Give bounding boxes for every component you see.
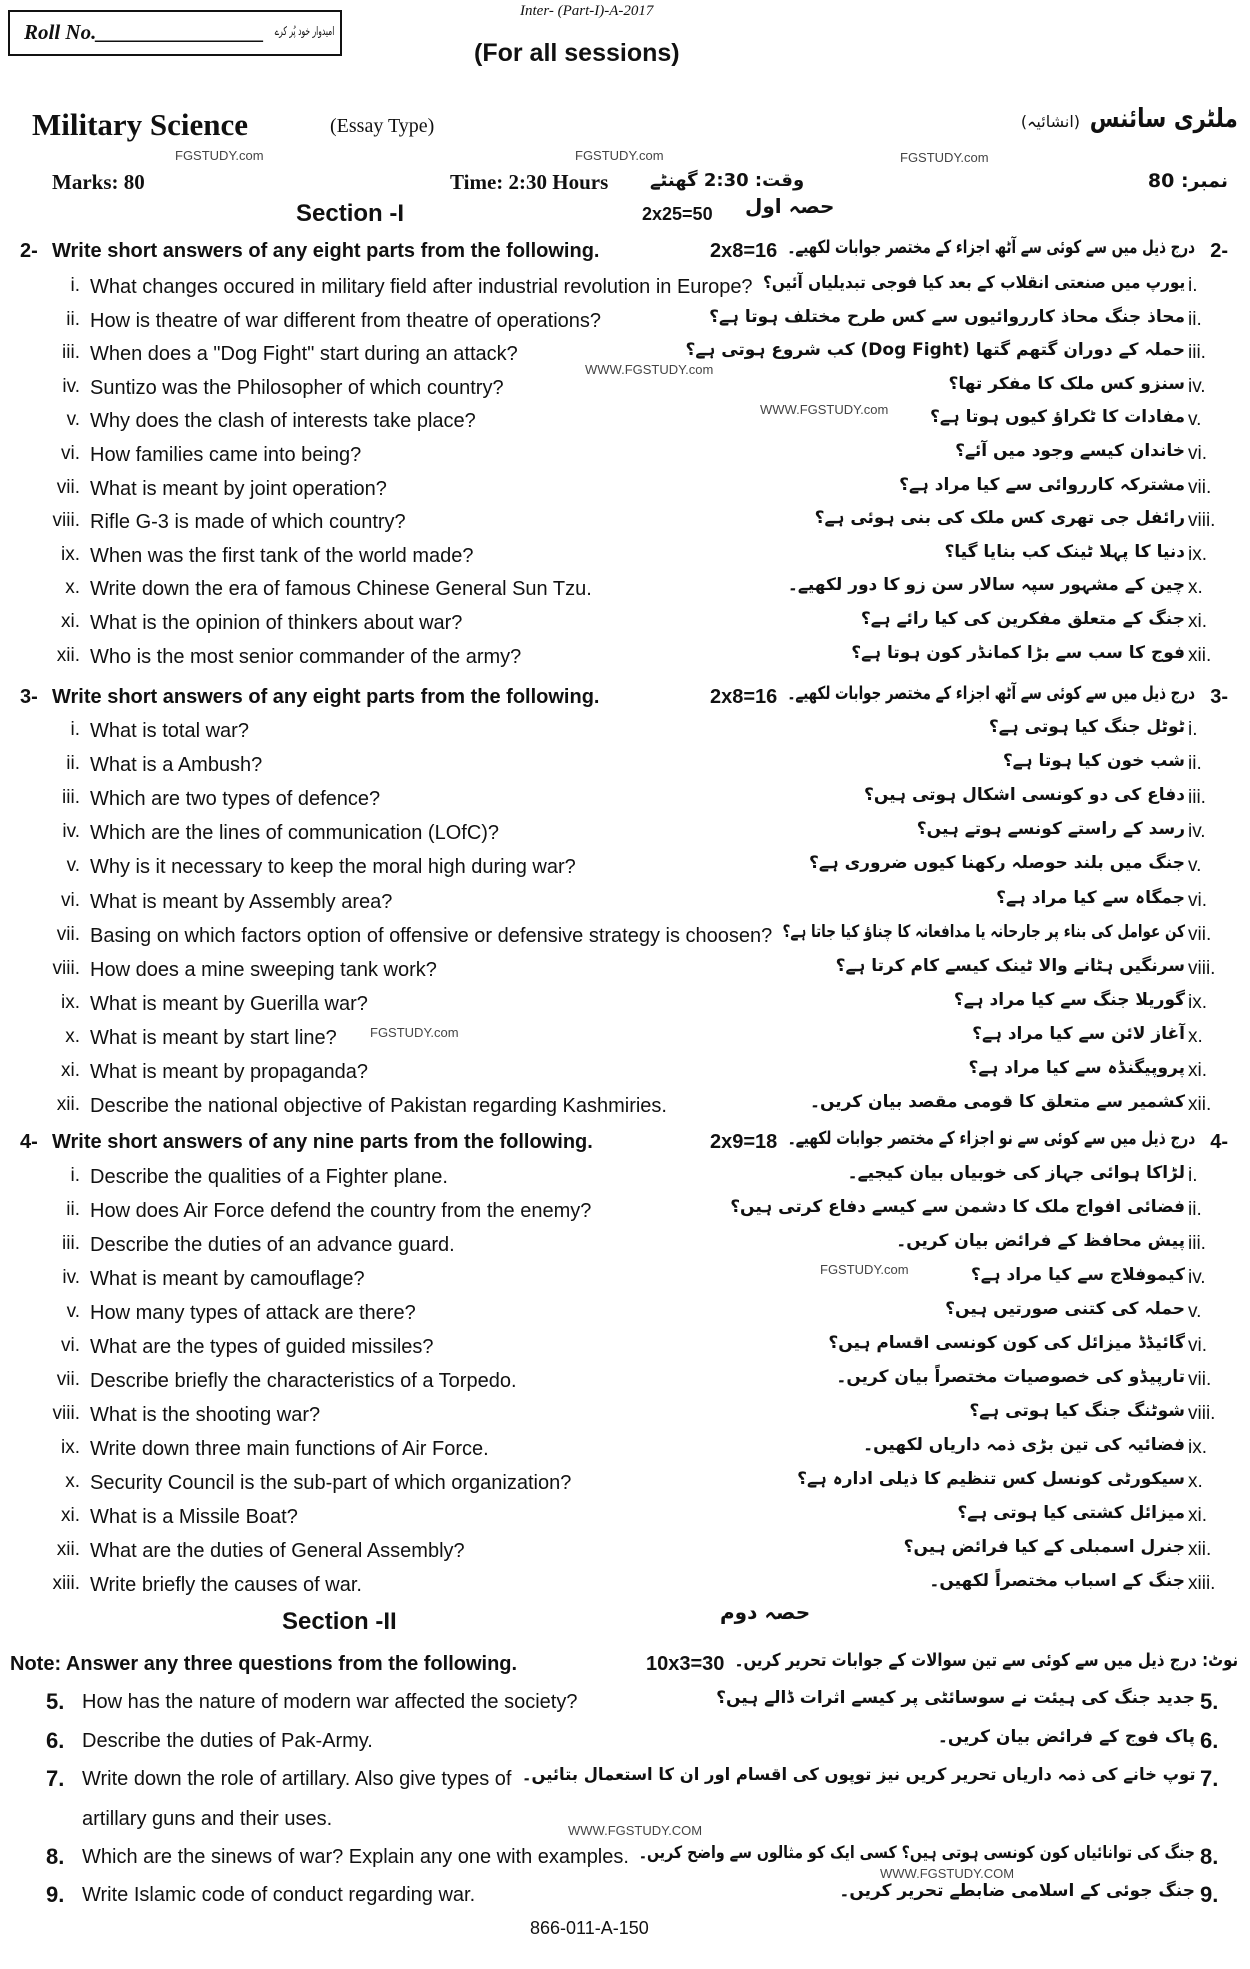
part-question-urdu: آغاز لائن سے کیا مراد ہے؟ [972, 1024, 1185, 1044]
long-question-urdu: جنگ جوئی کے اسلامی ضابطے تحریر کریں۔ [839, 1881, 1195, 1901]
long-question-urdu: توپ خانے کی ذمہ داریاں تحریر کریں نیز توپوں کی اقسام اور ان کا استعمال بتائیں۔ [521, 1765, 1195, 1785]
part-number-urdu: x. [1188, 577, 1203, 598]
question-number-urdu: 3- [1210, 686, 1228, 708]
part-question-urdu: جنرل اسمبلی کے کیا فرائض ہیں؟ [903, 1537, 1185, 1557]
question-number-urdu: 2- [1210, 240, 1228, 262]
part-number: x. [65, 1471, 80, 1492]
part-question: What changes occured in military field after industrial revolution in Europe? [90, 276, 753, 298]
part-number-urdu: i. [1188, 275, 1198, 296]
roll-number-urdu: امیدوار خود پُر کرے [274, 24, 334, 38]
part-number: xii. [56, 1539, 80, 1560]
part-question-urdu: فضائی افواج ملک کا دشمن سے کیسے دفاع کرتی ہیں؟ [730, 1197, 1185, 1217]
long-question-continued: artillary guns and their uses. [82, 1808, 333, 1830]
part-question: What is meant by propaganda? [90, 1061, 368, 1083]
part-number-urdu: vi. [1188, 890, 1207, 911]
watermark-text: FGSTUDY.com [575, 148, 664, 163]
part-question-urdu: خاندان کیسے وجود میں آئے؟ [955, 441, 1185, 461]
part-question: Why is it necessary to keep the moral high during war? [90, 856, 576, 878]
part-number-urdu: xii. [1188, 1094, 1212, 1115]
part-number: ix. [61, 544, 80, 565]
part-question-urdu: سرنگیں ہٹانے والا ٹینک کیسے کام کرتا ہے؟ [835, 956, 1185, 976]
part-question-urdu: شب خون کیا ہوتا ہے؟ [1002, 751, 1185, 771]
part-question: Which are the lines of communication (LOfC)? [90, 822, 500, 844]
part-question: Describe the duties of an advance guard. [90, 1234, 455, 1256]
sessions-label: (For all sessions) [474, 39, 680, 67]
part-question-urdu: جمگاہ سے کیا مراد ہے؟ [996, 888, 1185, 908]
exam-code: Inter- (Part-I)-A-2017 [520, 3, 654, 19]
part-number-urdu: i. [1188, 1165, 1198, 1186]
part-question: What is meant by start line? [90, 1027, 337, 1049]
part-question: Write down three main functions of Air Force. [90, 1438, 489, 1460]
part-question: Which are two types of defence? [90, 788, 381, 810]
part-question-urdu: گوریلا جنگ سے کیا مراد ہے؟ [953, 990, 1185, 1010]
part-number: viii. [52, 1403, 80, 1424]
part-number-urdu: vi. [1188, 443, 1207, 464]
long-question-number-urdu: 9. [1200, 1882, 1219, 1907]
question-number-urdu: 4- [1210, 1131, 1228, 1153]
part-number: vi. [61, 1335, 80, 1356]
part-number-urdu: viii. [1188, 1403, 1216, 1424]
part-question-urdu: کن عوامل کی بناء پر جارحانہ یا مدافعانہ کا چناؤ کیا جاتا ہے؟ [782, 922, 1185, 942]
part-question: What is the opinion of thinkers about war? [90, 612, 463, 634]
part-number-urdu: i. [1188, 719, 1198, 740]
question-number: 2- [20, 240, 38, 262]
part-question-urdu: پروپیگنڈہ سے کیا مراد ہے؟ [968, 1058, 1185, 1078]
part-number-urdu: xii. [1188, 1539, 1212, 1560]
part-question: When was the first tank of the world made? [90, 545, 474, 567]
part-number: xii. [56, 1094, 80, 1115]
part-question-urdu: لڑاکا ہوائی جہاز کی خوبیاں بیان کیجیے۔ [847, 1163, 1185, 1183]
section2-title-urdu: حصہ دوم [720, 1600, 811, 1624]
part-number-urdu: x. [1188, 1471, 1203, 1492]
part-number: vii. [56, 924, 80, 945]
part-question-urdu: رائفل جی تھری کس ملک کی بنی ہوئی ہے؟ [814, 508, 1185, 528]
part-question: Rifle G-3 is made of which country? [90, 511, 406, 533]
subject-type: (Essay Type) [330, 115, 435, 137]
question-instruction: Write short answers of any nine parts from the following. [52, 1131, 593, 1153]
long-question-number: 9. [46, 1882, 65, 1907]
part-question: What is meant by joint operation? [90, 478, 387, 500]
part-number: ix. [61, 1437, 80, 1458]
long-question-urdu: جنگ کی توانائیاں کون کونسی ہوتی ہیں؟ کسی ایک کو مثالوں سے واضح کریں۔ [638, 1843, 1195, 1863]
subject-title-urdu: ملٹری سائنس [1089, 104, 1238, 134]
section1-title-urdu: حصہ اول [745, 194, 835, 218]
long-question-urdu: پاک فوج کے فرائض بیان کریں۔ [937, 1727, 1195, 1747]
part-question: What is meant by camouflage? [90, 1268, 365, 1290]
part-number: ii. [66, 1199, 80, 1220]
part-number-urdu: vii. [1188, 924, 1212, 945]
part-number: viii. [52, 510, 80, 531]
part-number: vi. [61, 443, 80, 464]
part-question: How families came into being? [90, 444, 362, 466]
part-question: How does a mine sweeping tank work? [90, 959, 437, 981]
question-instruction: Write short answers of any eight parts from the following. [52, 240, 600, 262]
part-question-urdu: چین کے مشہور سپہ سالار سن زو کا دور لکھیے۔ [787, 575, 1185, 595]
part-question: Write down the era of famous Chinese General Sun Tzu. [90, 578, 592, 600]
marks-label-urdu: نمبر: 80 [1147, 170, 1228, 192]
section2-marks: 10x3=30 [646, 1653, 725, 1675]
part-number-urdu: xi. [1188, 1060, 1207, 1081]
part-question-urdu: سنزو کس ملک کا مفکر تھا؟ [948, 374, 1185, 394]
section1-title: Section -I [296, 200, 405, 227]
section1-marks: 2x25=50 [642, 204, 713, 224]
watermark-text: WWW.FGSTUDY.COM [880, 1866, 1015, 1881]
roll-number-label: Roll No.________________ [24, 20, 265, 44]
part-question-urdu: جنگ کے اسباب مختصراً لکھیں۔ [929, 1571, 1185, 1591]
part-question-urdu: مشترکہ کارروائی سے کیا مراد ہے؟ [899, 475, 1185, 495]
part-question: Suntizo was the Philosopher of which country? [90, 377, 504, 399]
part-question: Security Council is the sub-part of which organization? [90, 1472, 572, 1494]
part-number-urdu: vii. [1188, 477, 1212, 498]
subject-type-urdu: (انشائیہ) [1020, 112, 1080, 131]
part-question: How many types of attack are there? [90, 1302, 416, 1324]
part-question-urdu: حملہ کی کتنی صورتیں ہیں؟ [945, 1299, 1185, 1319]
part-question: Describe briefly the characteristics of a Torpedo. [90, 1370, 517, 1392]
part-number-urdu: iv. [1188, 376, 1206, 397]
long-question-number: 6. [46, 1728, 65, 1753]
watermark-text: FGSTUDY.com [175, 148, 264, 163]
part-number: vii. [56, 1369, 80, 1390]
long-question-number: 5. [46, 1689, 65, 1714]
long-question-number-urdu: 8. [1200, 1844, 1219, 1869]
part-question: When does a "Dog Fight" start during an attack? [90, 343, 518, 365]
part-number: iii. [62, 787, 80, 808]
part-number: xii. [56, 645, 80, 666]
part-question: Why does the clash of interests take place? [90, 410, 476, 432]
part-question: What are the types of guided missiles? [90, 1336, 434, 1358]
part-number-urdu: vii. [1188, 1369, 1212, 1390]
part-number: ii. [66, 309, 80, 330]
part-number: iii. [62, 1233, 80, 1254]
part-question-urdu: کشمیر سے متعلق کا قومی مقصد بیان کریں۔ [810, 1092, 1185, 1112]
part-question-urdu: جنگ کے متعلق مفکرین کی کیا رائے ہے؟ [860, 609, 1185, 629]
part-question: How is theatre of war different from theatre of operations? [90, 310, 602, 332]
part-question-urdu: شوٹنگ جنگ کیا ہوتی ہے؟ [969, 1401, 1185, 1421]
part-number: xi. [61, 1505, 80, 1526]
watermark-text: FGSTUDY.com [370, 1025, 459, 1040]
part-number-urdu: ii. [1188, 309, 1202, 330]
part-number: iv. [62, 821, 80, 842]
paper-code: 866-011-A-150 [530, 1918, 649, 1938]
part-question-urdu: فوج کا سب سے بڑا کمانڈر کون ہوتا ہے؟ [851, 643, 1185, 663]
part-number: ii. [66, 753, 80, 774]
part-number: iv. [62, 376, 80, 397]
watermark-text: FGSTUDY.com [900, 150, 989, 165]
part-question-urdu: کیموفلاج سے کیا مراد ہے؟ [970, 1265, 1185, 1285]
part-number: vi. [61, 890, 80, 911]
question-marks: 2x8=16 [710, 686, 778, 708]
part-number: xi. [61, 611, 80, 632]
part-number-urdu: iv. [1188, 821, 1206, 842]
part-question-urdu: جنگ میں بلند حوصلہ رکھنا کیوں ضروری ہے؟ [808, 853, 1185, 873]
part-number-urdu: ix. [1188, 992, 1207, 1013]
part-number: x. [65, 1026, 80, 1047]
part-number-urdu: xi. [1188, 611, 1207, 632]
watermark-text: FGSTUDY.com [820, 1262, 909, 1277]
question-instruction: Write short answers of any eight parts from the following. [52, 686, 600, 708]
marks-label: Marks: 80 [52, 170, 145, 194]
part-number-urdu: iii. [1188, 1233, 1206, 1254]
long-question: Which are the sinews of war? Explain any one with examples. [82, 1846, 629, 1868]
part-number: v. [66, 1301, 80, 1322]
long-question-number-urdu: 6. [1200, 1728, 1219, 1753]
part-number-urdu: iii. [1188, 787, 1206, 808]
time-label: Time: 2:30 Hours [450, 170, 609, 194]
part-number: i. [70, 275, 80, 296]
question-number: 3- [20, 686, 38, 708]
part-number-urdu: ix. [1188, 544, 1207, 565]
roll-number-box[interactable] [8, 10, 342, 56]
part-number: v. [66, 855, 80, 876]
part-question-urdu: گائیڈڈ میزائل کی کون کونسی اقسام ہیں؟ [828, 1333, 1185, 1353]
part-number: x. [65, 577, 80, 598]
part-question-urdu: دنیا کا پہلا ٹینک کب بنایا گیا؟ [944, 542, 1185, 562]
part-question: How does Air Force defend the country from the enemy? [90, 1200, 592, 1222]
question-marks: 2x9=18 [710, 1131, 778, 1153]
part-number: i. [70, 1165, 80, 1186]
part-question: What is total war? [90, 720, 249, 742]
part-number: xi. [61, 1060, 80, 1081]
part-number-urdu: ii. [1188, 1199, 1202, 1220]
part-question: What is the shooting war? [90, 1404, 321, 1426]
part-number-urdu: xii. [1188, 645, 1212, 666]
part-question-urdu: میزائل کشتی کیا ہوتی ہے؟ [957, 1503, 1185, 1523]
part-number-urdu: ii. [1188, 753, 1202, 774]
part-number-urdu: xiii. [1188, 1573, 1216, 1594]
question-instruction-urdu: درج ذیل میں سے کوئی سے نو اجزاء کے مختصر جوابات لکھیے۔ [787, 1128, 1195, 1149]
section2-note: Note: Answer any three questions from the following. [10, 1653, 518, 1675]
watermark-text: WWW.FGSTUDY.COM [568, 1823, 703, 1838]
part-question: Write briefly the causes of war. [90, 1574, 362, 1596]
part-question: What are the duties of General Assembly? [90, 1540, 465, 1562]
long-question: Write Islamic code of conduct regarding war. [82, 1884, 476, 1906]
part-number-urdu: iii. [1188, 342, 1206, 363]
part-number: i. [70, 719, 80, 740]
section2-note-urdu: نوٹ: درج ذیل میں سے کوئی سے تین سوالات کے جوابات تحریر کریں۔ [734, 1650, 1238, 1671]
part-number: iv. [62, 1267, 80, 1288]
part-question-urdu: یورپ میں صنعتی انقلاب کے بعد کیا فوجی تبدیلیاں آئیں؟ [762, 273, 1185, 293]
part-number-urdu: ix. [1188, 1437, 1207, 1458]
part-question: Who is the most senior commander of the army? [90, 646, 522, 668]
part-question-urdu: پیش محافظ کے فرائض بیان کریں۔ [896, 1231, 1185, 1251]
part-number-urdu: viii. [1188, 510, 1216, 531]
part-number: iii. [62, 342, 80, 363]
part-number-urdu: vi. [1188, 1335, 1207, 1356]
part-number-urdu: iv. [1188, 1267, 1206, 1288]
long-question: How has the nature of modern war affected the society? [82, 1691, 578, 1713]
part-number-urdu: v. [1188, 409, 1202, 430]
part-question-urdu: مفادات کا ٹکراؤ کیوں ہوتا ہے؟ [929, 407, 1185, 427]
long-question: Describe the duties of Pak-Army. [82, 1730, 373, 1752]
question-instruction-urdu: درج ذیل میں سے کوئی سے آٹھ اجزاء کے مختصر جوابات لکھیے۔ [787, 683, 1195, 704]
watermark-text: WWW.FGSTUDY.com [760, 402, 889, 417]
time-label-urdu: وقت: 2:30 گھنٹے [650, 170, 805, 191]
watermark-text: WWW.FGSTUDY.com [585, 362, 714, 377]
part-question-urdu: فضائیہ کی تین بڑی ذمہ داریاں لکھیں۔ [863, 1435, 1185, 1455]
part-number-urdu: xi. [1188, 1505, 1207, 1526]
long-question-number-urdu: 7. [1200, 1766, 1219, 1791]
part-number: v. [66, 409, 80, 430]
part-number: vii. [56, 477, 80, 498]
part-question: What is meant by Guerilla war? [90, 993, 368, 1015]
question-number: 4- [20, 1131, 38, 1153]
part-question-urdu: دفاع کی دو کونسی اشکال ہوتی ہیں؟ [864, 785, 1185, 805]
part-number-urdu: v. [1188, 1301, 1202, 1322]
part-question-urdu: تارپیڈو کی خصوصیات مختصراً بیان کریں۔ [836, 1367, 1185, 1387]
long-question-number-urdu: 5. [1200, 1689, 1219, 1714]
long-question: Write down the role of artillary. Also give types of [82, 1768, 512, 1790]
question-instruction-urdu: درج ذیل میں سے کوئی سے آٹھ اجزاء کے مختصر جوابات لکھیے۔ [787, 237, 1195, 258]
part-number-urdu: viii. [1188, 958, 1216, 979]
part-question-urdu: ٹوٹل جنگ کیا ہوتی ہے؟ [988, 717, 1185, 737]
part-question-urdu: رسد کے راستے کونسے ہوتے ہیں؟ [916, 819, 1185, 839]
part-number: xiii. [52, 1573, 80, 1594]
long-question-urdu: جدید جنگ کی ہیئت نے سوسائٹی پر کیسے اثرات ڈالے ہیں؟ [716, 1688, 1195, 1708]
part-question: Basing on which factors option of offensive or defensive strategy is choosen? [90, 925, 773, 947]
part-number-urdu: x. [1188, 1026, 1203, 1047]
question-marks: 2x8=16 [710, 240, 778, 262]
part-question: What is a Ambush? [90, 754, 263, 776]
section2-title: Section -II [282, 1608, 397, 1635]
long-question-number: 7. [46, 1766, 65, 1791]
part-question: Describe the national objective of Pakistan regarding Kashmiries. [90, 1095, 667, 1117]
part-question-urdu: حملہ کے دوران گتھم گتھا (Dog Fight) کب شروع ہوتی ہے؟ [685, 340, 1185, 360]
subject-title: Military Science [32, 107, 249, 142]
long-question-number: 8. [46, 1844, 65, 1869]
part-number: viii. [52, 958, 80, 979]
part-question: What is meant by Assembly area? [90, 891, 393, 913]
part-number-urdu: v. [1188, 855, 1202, 876]
part-question: Describe the qualities of a Fighter plane. [90, 1166, 448, 1188]
part-question-urdu: محاذ جنگ محاذ کارروائیوں سے کس طرح مختلف ہوتا ہے؟ [709, 307, 1185, 327]
part-question-urdu: سیکورٹی کونسل کس تنظیم کا ذیلی ادارہ ہے؟ [797, 1469, 1185, 1489]
part-question: What is a Missile Boat? [90, 1506, 298, 1528]
part-number: ix. [61, 992, 80, 1013]
